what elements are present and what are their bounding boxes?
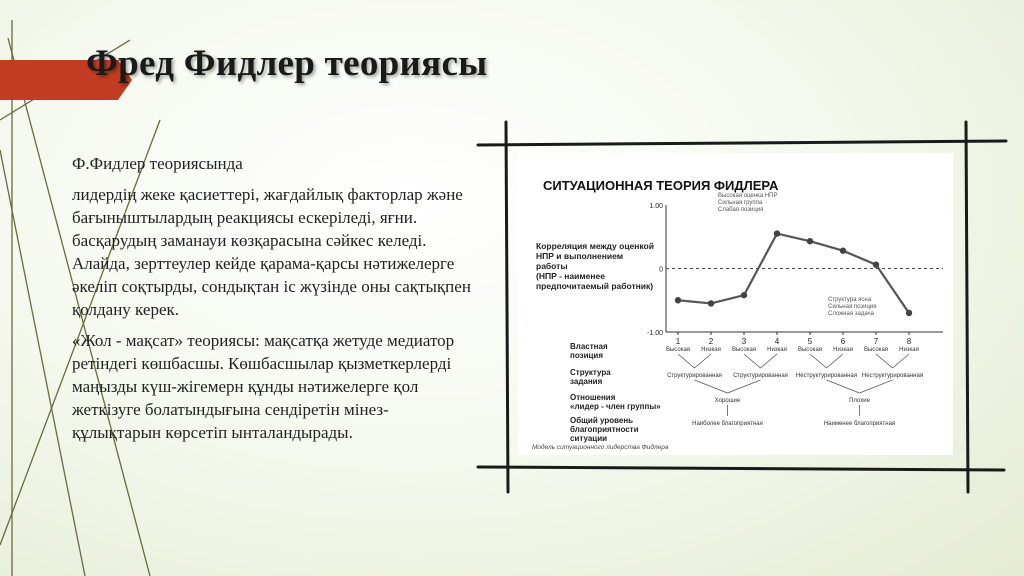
data-point [807,238,813,244]
row-label: позиция [570,351,604,360]
annotation-bottom: Структура ясна [828,297,872,303]
tree-connector [827,380,860,393]
row-cell: Наименее благоприятная [823,421,896,427]
row-cell: Структурированная [667,373,722,379]
row-cell: Высокая [665,347,691,353]
chart-footnote: Модель ситуационного лидерства Фидлера [532,444,669,451]
data-point [873,261,879,267]
x-tick-label: 4 [774,337,780,346]
row-label: Структура [570,368,611,377]
row-cell: Высокая [797,347,823,353]
row-cell: Наиболее благоприятная [692,421,763,427]
row-cell: Высокая [731,347,757,353]
tree-connector [876,354,893,368]
slide-title: Фред Фидлер теориясы [86,43,488,84]
annotation-bottom: Сложная задача [828,311,875,317]
tree-connector [728,380,761,393]
tree-connector [860,380,893,393]
data-point [840,248,846,254]
body-paragraph-1: Ф.Фидлер теориясында [72,154,243,173]
row-cell: Хорошие [714,398,741,404]
row-label: Отношения [570,393,616,402]
data-point [741,292,747,298]
row-cell: Низкая [833,347,853,353]
tree-connector [893,354,910,368]
row-cell: Низкая [767,347,787,353]
chart-axes [647,193,943,346]
y-tick-label: 1.00 [649,203,663,210]
x-tick-label: 8 [906,337,912,346]
y-tick-label: -1.00 [647,330,663,337]
row-cell: Низкая [701,347,721,353]
data-point [906,310,912,316]
annotation-top: Высокая оценка НПР [718,193,778,199]
row-cell: Структурированная [733,373,788,379]
x-tick-label: 1 [675,337,681,346]
chart-title: СИТУАЦИОННАЯ ТЕОРИЯ ФИДЛЕРА [543,178,779,193]
x-tick-label: 6 [840,337,846,346]
row-cell: Неструктурированная [861,373,924,379]
y-note-line: предпочитаемый работник) [536,281,654,291]
fiedler-chart [518,153,953,455]
tree-connector [695,354,712,368]
data-point [708,300,714,306]
data-point [774,230,780,236]
chart-marks [675,230,912,316]
y-note-line: (НПР - наименее [536,271,605,281]
tree-connector [744,354,761,368]
row-label: благоприятности [570,425,639,434]
data-point [675,297,681,303]
body-paragraph-3: «Жол - мақсат» теориясы: мақсатқа жетуде медиатор ретіндегі көшбасшы. Көшбасшылар қызметкерлерді маңызды күш-жігемерн құнды нәтижелерге қол жеткізуге болатындығына сендіретін мінез-құлықтарын көрсетіп ынталандырады. [72,331,455,442]
body-paragraph-2: лидердің жеке қасиеттері, жағдайлық факторлар және бағыныштылардың реакциясы ескеріледі, яғни. басқарудың заманауи көзқарасына сәйкес келеді. Алайда, зерттеулер кейде қарама-қарсы нәтижелерге әкеліп соқтырды, сондықтан іс жүзінде оны сақтықпен қолдану керек. [72,185,471,319]
y-label-line: работы [536,261,568,271]
tree-connector [810,354,827,368]
y-axis-label [536,241,654,291]
annotation-bottom: Сильная позиция [828,304,877,310]
tree-connector [827,354,844,368]
tree-connector [761,354,778,368]
row-cell: Высокая [863,347,889,353]
row-label: Общий уровень [570,416,634,425]
y-tick-label: 0 [659,266,663,274]
row-cell: Плохие [849,398,870,404]
tree-connector [678,354,695,368]
x-tick-label: 7 [873,337,879,346]
row-cell: Низкая [899,347,919,353]
annotation-top: Сильная группа [718,200,763,206]
x-tick-label: 5 [807,337,813,346]
y-label-line: Корреляция между оценкой [536,241,654,251]
annotation-top: Слабая позиция [718,207,764,213]
x-tick-label: 2 [708,337,714,346]
row-label: ситуации [570,434,608,443]
row-label: задания [570,377,603,386]
row-label: Властная [570,342,608,351]
x-tick-label: 3 [741,337,747,346]
row-cell: Неструктурированная [795,373,858,379]
y-label-line: НПР и выполнением [536,251,623,261]
chart-svg [518,153,953,455]
tree-connector [695,380,728,393]
chart-rows [532,342,923,451]
row-label: «лидер - член группы» [570,402,661,411]
